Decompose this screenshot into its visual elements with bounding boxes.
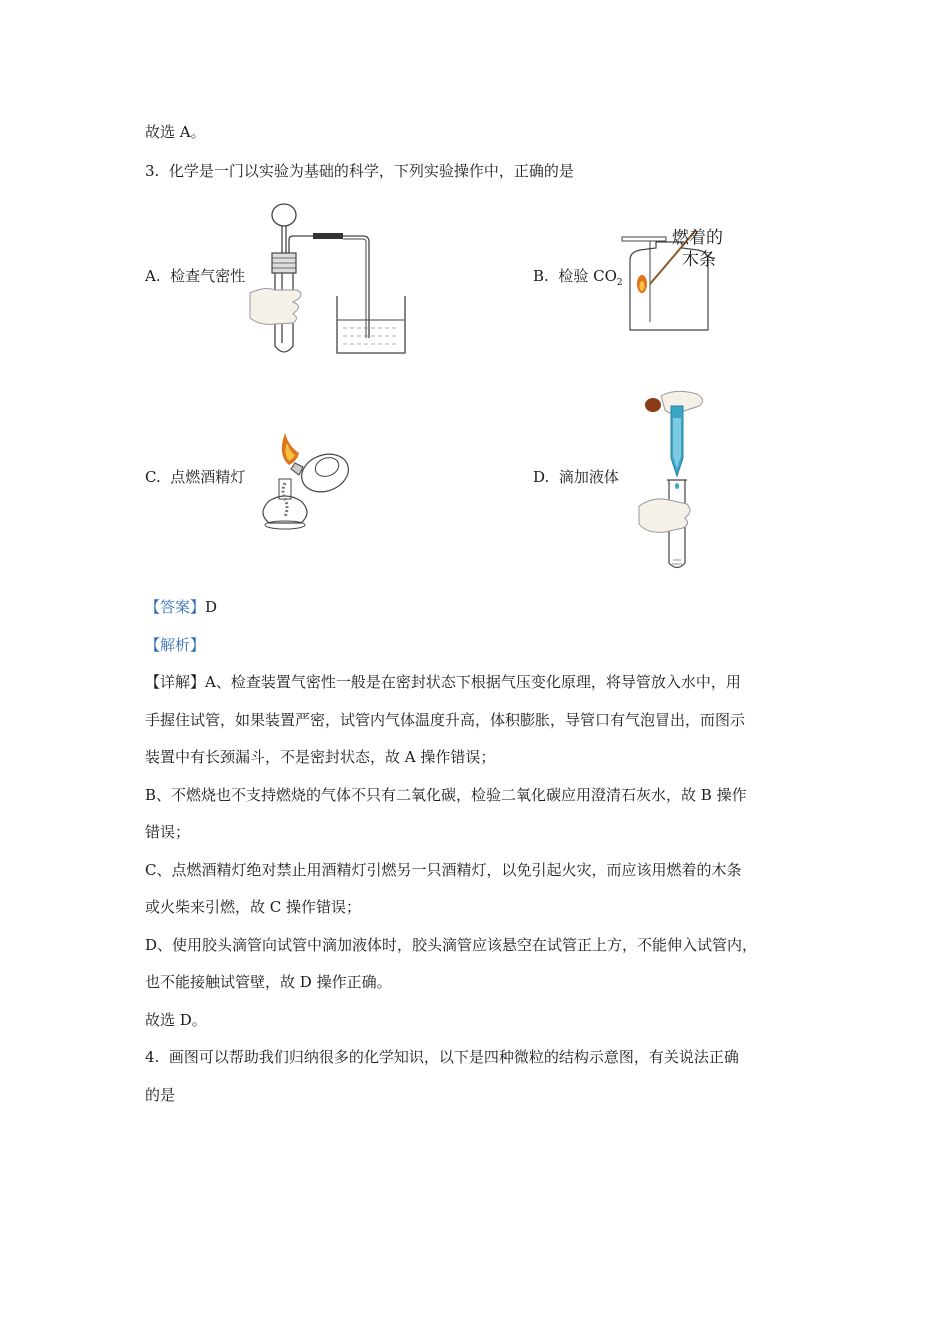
option-c (145, 467, 245, 487)
option-d-letter: D. (533, 468, 550, 486)
dropper-figure (635, 388, 715, 573)
explanation-line-6: C、点燃酒精灯绝对禁止用酒精灯引燃另一只酒精灯，以免引起火灾，而应该用燃着的木条 (145, 861, 742, 879)
answer-line (145, 597, 217, 617)
option-b-text: 检验 CO (558, 267, 617, 285)
option-d (533, 467, 619, 487)
figure-b-caption-line1: 燃着的 (672, 228, 723, 248)
question-3-stem (145, 161, 574, 181)
figure-b-caption-line2: 木条 (682, 250, 716, 270)
explanation-line-7: 或火柴来引燃，故 C 操作错误； (145, 898, 362, 916)
option-d-text: 滴加液体 (558, 468, 619, 486)
explanation-line-3: 装置中有长颈漏斗，不是密封状态，故 A 操作错误； (145, 748, 496, 766)
question-4-stem-line1 (145, 1047, 739, 1067)
option-b-subscript: 2 (616, 278, 623, 288)
question-3-text: 化学是一门以实验为基础的科学，下列实验操作中，正确的是 (168, 162, 574, 180)
question-3-conclusion: 故选 D。 (145, 1011, 207, 1029)
explanation-line-8: D、使用胶头滴管向试管中滴加液体时，胶头滴管应该悬空在试管正上方，不能伸入试管内， (145, 936, 758, 954)
question-4-number: 4. (145, 1048, 160, 1066)
figure-b-caption (672, 227, 723, 271)
question-4-text: 画图可以帮助我们归纳很多的化学知识，以下是四种微粒的结构示意图，有关说法正确 (168, 1048, 739, 1066)
option-c-text: 点燃酒精灯 (170, 468, 246, 486)
answer-value: D (205, 598, 218, 616)
analysis-tag: 【解析】 (145, 636, 206, 654)
option-b-letter: B. (533, 267, 549, 285)
option-c-letter: C. (145, 468, 161, 486)
option-a (145, 266, 245, 286)
option-a-text: 检查气密性 (170, 267, 246, 285)
explanation-line-2: 手握住试管，如果装置严密，试管内气体温度升高，体积膨胀，导管口有气泡冒出，而图示 (145, 711, 746, 729)
option-b (533, 266, 623, 293)
explanation-line-1 (145, 672, 741, 692)
alcohol-lamp-figure (255, 425, 365, 535)
question-3-number: 3. (145, 162, 160, 180)
previous-conclusion: 故选 A。 (145, 123, 206, 141)
explanation-text-1: A、检查装置气密性一般是在密封状态下根据气压变化原理，将导管放入水中，用 (205, 673, 741, 691)
detail-tag: 【详解】 (145, 673, 206, 691)
question-4-stem-line2: 的是 (145, 1086, 176, 1104)
airtightness-check-figure (245, 198, 415, 358)
answer-tag: 【答案】 (145, 598, 206, 616)
explanation-line-4: B、不燃烧也不支持燃烧的气体不只有二氧化碳，检验二氧化碳应用澄清石灰水，故 B 操作 (145, 786, 747, 804)
explanation-line-5: 错误； (145, 823, 191, 841)
explanation-line-9: 也不能接触试管壁，故 D 操作正确。 (145, 973, 392, 991)
option-a-letter: A. (145, 267, 161, 285)
